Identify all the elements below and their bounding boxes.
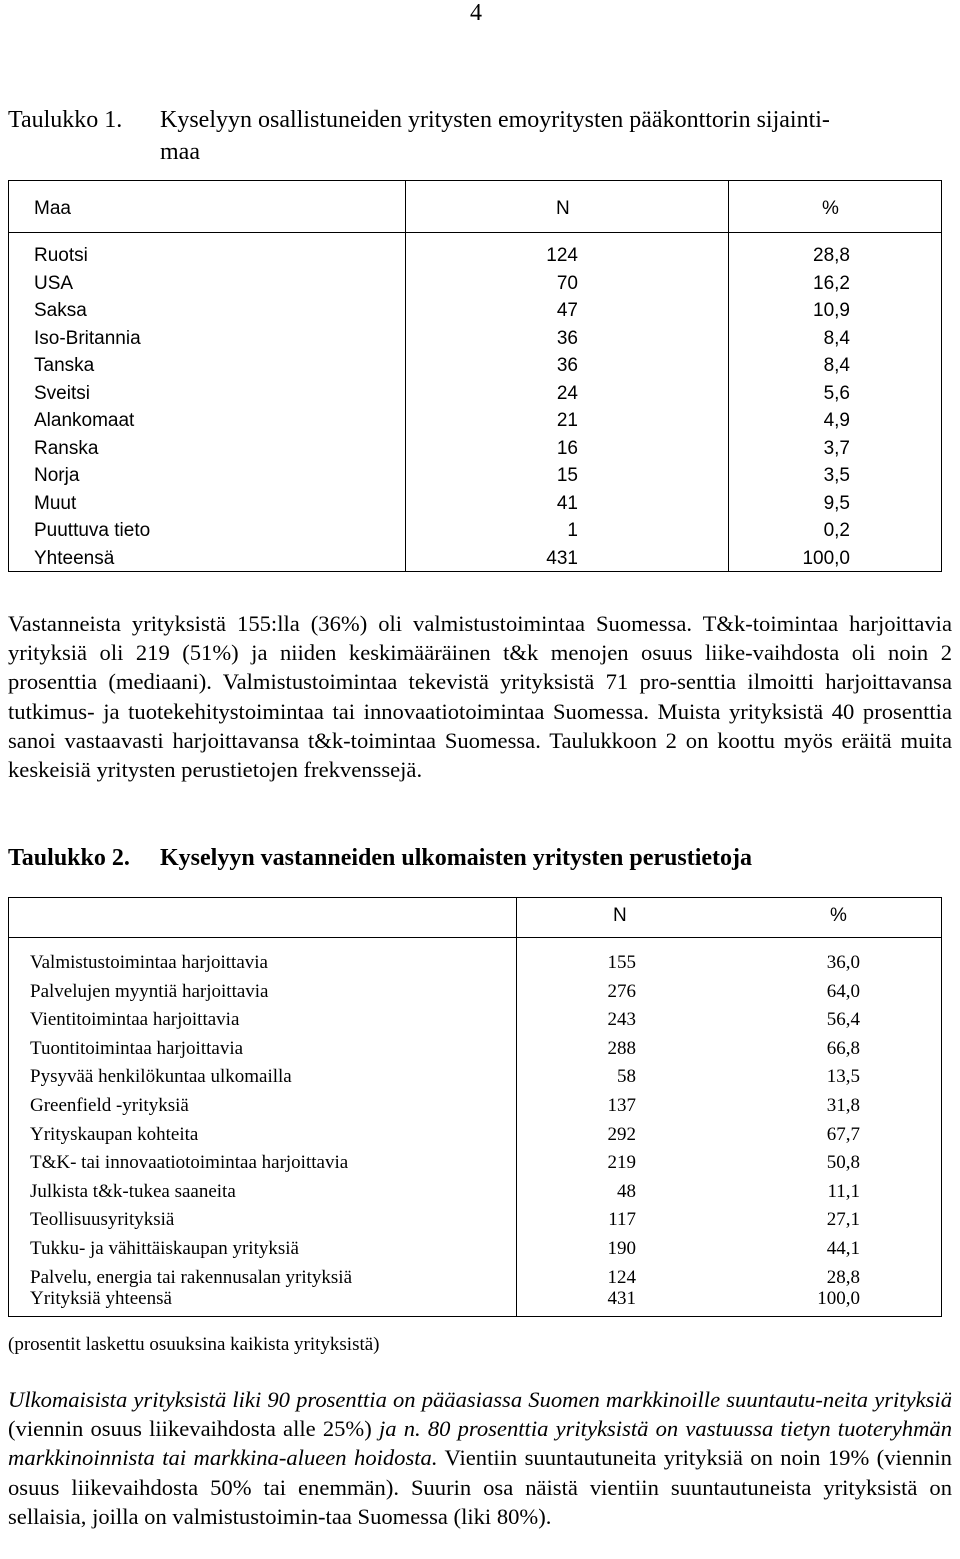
table2-cell-n: 48: [617, 1180, 636, 1202]
table1-cell-n: 16: [556, 437, 578, 459]
table2-cell-label: Julkista t&k-tukea saaneita: [30, 1180, 236, 1202]
table1-title-line2: maa: [160, 139, 200, 165]
table1-cell-country: Norja: [34, 465, 80, 486]
table2: [8, 897, 942, 1317]
table1-cell-country: Saksa: [34, 300, 87, 321]
table1: [8, 180, 942, 572]
table1-cell-pct: 8,4: [823, 355, 850, 376]
table2-header-n: N: [613, 905, 627, 926]
table2-cell-label: Vientitoimintaa harjoittavia: [30, 1009, 240, 1031]
table1-n-column: [488, 242, 578, 572]
table2-cell-label: Yrityskaupan kohteita: [30, 1123, 199, 1145]
table2-n-column: [568, 949, 636, 1292]
table2-pct-column: [768, 949, 860, 1292]
paragraph2-normal-1: (viennin osuus liikevaihdosta alle 25%): [8, 1416, 379, 1442]
table1-cell-country: Ranska: [34, 437, 99, 459]
table1-cell-pct: 100,0: [802, 547, 850, 569]
table2-cell-pct: 31,8: [826, 1094, 860, 1116]
table2-divider: [516, 897, 517, 1317]
page-number: 4: [470, 0, 482, 26]
table1-label: Taulukko 1.: [8, 107, 123, 133]
table1-pct-column: [748, 242, 850, 572]
table2-cell-pct: 56,4: [826, 1009, 860, 1031]
table2-cell-pct: 50,8: [826, 1152, 860, 1174]
table1-cell-pct: 9,5: [823, 492, 850, 514]
table1-cell-n: 47: [556, 300, 578, 321]
table2-cell-n: 58: [617, 1066, 636, 1088]
table1-divider: [405, 180, 406, 572]
table2-cell-n: 124: [607, 1266, 636, 1288]
table1-cell-country: Tanska: [34, 355, 95, 376]
table2-cell-n: 137: [607, 1094, 636, 1116]
table2-cell-pct: 28,8: [826, 1266, 860, 1288]
table1-cell-pct: 4,9: [823, 410, 850, 431]
table2-cell-label: T&K- tai innovaatiotoimintaa harjoittavia: [30, 1152, 349, 1174]
table2-cell-pct: 44,1: [826, 1237, 860, 1259]
table1-header-n: N: [556, 198, 570, 219]
table2-cell-label: Palvelu, energia tai rakennusalan yrityksiä: [30, 1266, 353, 1288]
table1-cell-n: 431: [546, 547, 578, 569]
table2-note: (prosentit laskettu osuuksina kaikista yrityksistä): [8, 1334, 380, 1355]
table2-cell-n: 288: [607, 1037, 636, 1059]
table2-cell-n: 219: [607, 1152, 636, 1174]
table1-cell-country: USA: [34, 272, 74, 294]
table2-cell-label: Palvelujen myyntiä harjoittavia: [30, 980, 269, 1002]
table1-cell-n: 36: [556, 355, 578, 376]
table2-cell-n: 117: [608, 1209, 636, 1231]
table2-cell-n: 276: [607, 980, 636, 1002]
table1-header-rule: [8, 232, 942, 233]
table1-cell-country: Yhteensä: [34, 547, 115, 569]
table1-divider: [728, 180, 729, 572]
paragraph2-normal-2: Vientiin suuntautuneita yrityksiä on noin 19% (viennin osuus liikevaihdosta 50% tai enemmän). Suurin osa näistä vientiin suuntautuneista yrityksistä on sellaisia, joilla on valmistustoimin-taa Suomessa (liki 80%).: [8, 1445, 952, 1529]
table1-cell-pct: 5,6: [823, 382, 850, 404]
table1-cell-pct: 28,8: [813, 245, 850, 266]
table1-cell-pct: 3,7: [823, 437, 850, 459]
table2-title: Kyselyyn vastanneiden ulkomaisten yritysten perustietoja: [160, 845, 753, 871]
table1-cell-n: 70: [556, 272, 578, 294]
table2-cell-n: 155: [607, 952, 636, 973]
body-paragraph-2: [8, 1385, 952, 1531]
table2-cell-n: 292: [607, 1123, 636, 1145]
table1-cell-country: Puuttuva tieto: [34, 520, 151, 541]
table1-title-line1: Kyselyyn osallistuneiden yritysten emoyritysten pääkonttorin sijainti-: [160, 107, 830, 133]
paragraph2-italic-1: Ulkomaisista yrityksistä liki 90 prosenttia on pääasiassa Suomen markkinoille suuntautu-neita yrityksiä: [8, 1387, 952, 1412]
table1-cell-pct: 3,5: [823, 465, 850, 486]
table2-cell-pct: 13,5: [826, 1066, 860, 1088]
table2-cell-pct: 27,1: [826, 1209, 860, 1231]
table1-cell-country: Iso-Britannia: [34, 327, 141, 349]
table1-caption: [8, 104, 952, 168]
table1-cell-pct: 16,2: [813, 272, 850, 294]
table1-cell-n: 1: [567, 520, 578, 541]
table2-cell-pct: 36,0: [826, 952, 860, 973]
paragraph2-italic-2: ja n. 80 prosenttia yrityksistä on vastuussa tietyn tuoteryhmän markkinoinnista tai markkina-alueen hoidosta.: [8, 1416, 952, 1471]
table1-cell-country: Ruotsi: [34, 245, 88, 266]
table2-cell-pct: 11,1: [827, 1180, 860, 1202]
table2-label: Taulukko 2.: [8, 845, 130, 871]
table2-cell-label: Pysyvää henkilökuntaa ulkomailla: [30, 1066, 292, 1088]
table2-cell-label: Tuontitoimintaa harjoittavia: [30, 1037, 244, 1059]
table2-total-pct: 100,0: [817, 1288, 860, 1309]
table2-cell-label: Teollisuusyrityksiä: [30, 1209, 175, 1231]
table2-cell-label: Greenfield -yrityksiä: [30, 1094, 189, 1116]
table1-cell-n: 15: [556, 465, 578, 486]
table2-cell-n: 190: [607, 1237, 636, 1259]
table2-cell-pct: 64,0: [826, 980, 860, 1002]
table1-cell-pct: 8,4: [823, 327, 850, 349]
table1-cell-country: Alankomaat: [34, 410, 135, 431]
table2-cell-pct: 66,8: [826, 1037, 860, 1059]
table2-cell-n: 243: [607, 1009, 636, 1031]
table1-cell-country: Muut: [34, 492, 77, 514]
table2-header-pct: %: [830, 905, 847, 926]
table2-cell-label: Tukku- ja vähittäiskaupan yrityksiä: [30, 1237, 299, 1259]
body-paragraph-1: Vastanneista yrityksistä 155:lla (36%) oli valmistustoimintaa Suomessa. T&k-toimintaa harjoittavia yrityksiä oli 219 (51%) ja niiden keskimääräinen t&k menojen osuus liike-vaihdosta oli noin 2 prosenttia (mediaani). Valmistustoimintaa tekevistä yrityksistä 71 pro-senttia ilmoitti harjoittavansa tutkimus- ja tuotekehitystoimintaa tai innovaatiotoimintaa Suomessa. Muista yrityksistä 40 prosenttia sanoi vastaavasti harjoittavansa t&k-toimintaa Suomessa. Taulukkoon 2 on koottu myös eräitä muita keskeisiä yritysten perustietojen frekvenssejä.: [8, 611, 952, 783]
table1-country-column: [34, 242, 150, 572]
table1-cell-n: 124: [546, 245, 578, 266]
table1-cell-n: 24: [556, 382, 578, 404]
table1-cell-country: Sveitsi: [34, 382, 90, 404]
table1-cell-pct: 10,9: [813, 300, 850, 321]
table1-header-country: Maa: [34, 198, 71, 219]
table2-total-label: Yrityksiä yhteensä: [30, 1288, 172, 1309]
table1-header-pct: %: [822, 198, 839, 219]
table2-total-n: 431: [607, 1288, 636, 1309]
table2-cell-label: Valmistustoimintaa harjoittavia: [30, 952, 268, 973]
table2-header-rule: [8, 937, 942, 938]
table2-label-column: [30, 949, 352, 1292]
table2-cell-pct: 67,7: [826, 1123, 860, 1145]
table1-cell-n: 21: [556, 410, 578, 431]
table1-cell-n: 36: [556, 327, 578, 349]
table1-cell-pct: 0,2: [823, 520, 850, 541]
table1-cell-n: 41: [556, 492, 578, 514]
